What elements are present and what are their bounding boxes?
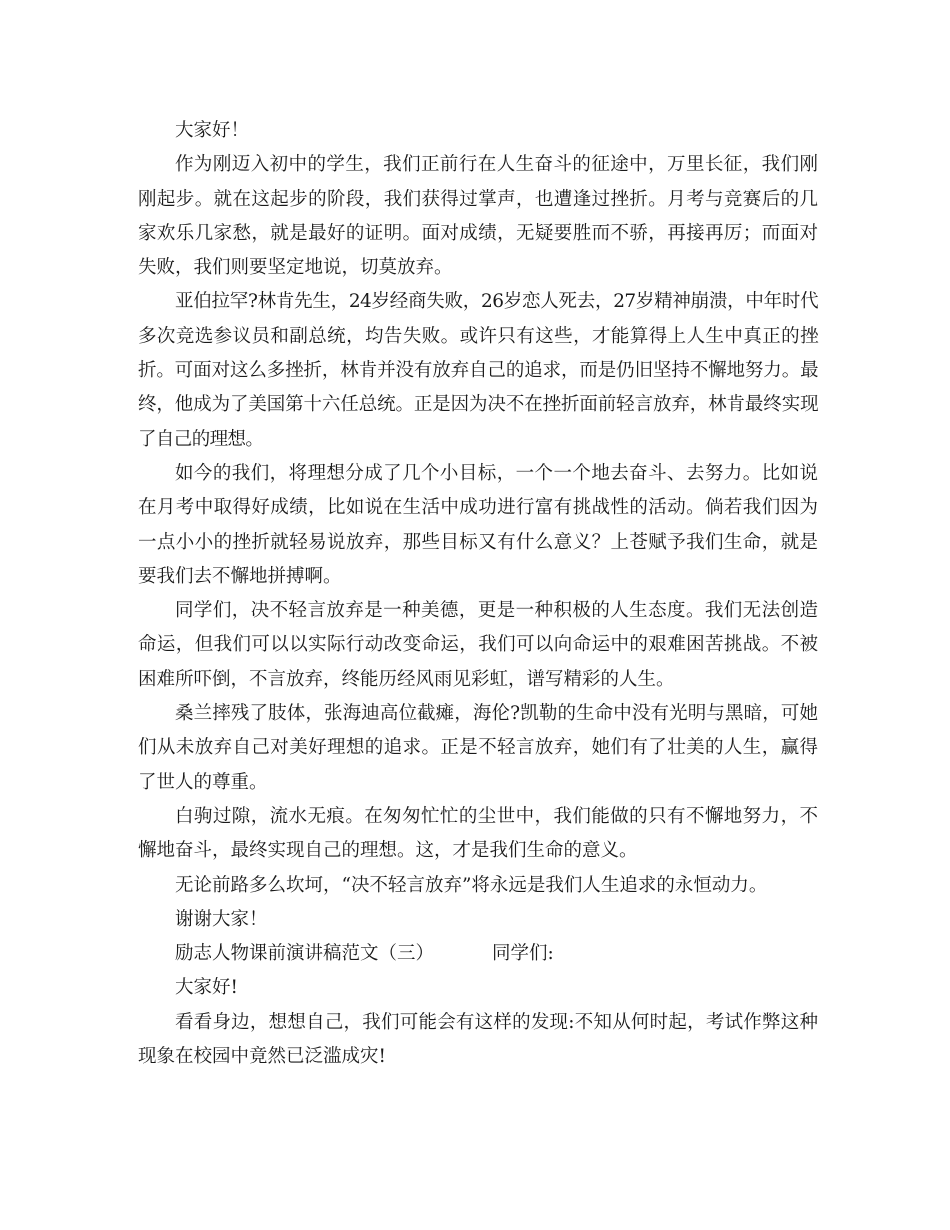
paragraph-7: 无论前路多么坎坷，“决不轻言放弃”将永远是我们人生追求的永恒动力。 [175, 874, 768, 896]
paragraph-6: 白驹过隙，流水无痕。在匆匆忙忙的尘世中，我们能做的只有不懈地努力，不懈地奋斗，最终实现自己的理想。这，才是我们生命的意义。 [138, 805, 818, 862]
paragraph-2: 亚伯拉罕?林肯先生，24岁经商失败，26岁恋人死去，27岁精神崩溃，中年时代多次竞选参议员和副总统，均告失败。或许只有这些，才能算得上人生中真正的挫折。可面对这么多挫折，林肯并没有放弃自己的追求，而是仍旧坚持不懈地努力。最终，他成为了美国第十六任总统。正是因为决不在挫折面前轻言放弃，林肯最终实现了自己的理想。 [138, 291, 818, 450]
salutation: 同学们: [492, 943, 554, 965]
paragraph-1: 作为刚迈入初中的学生，我们正前行在人生奋斗的征途中，万里长征，我们刚刚起步。就在这起步的阶段，我们获得过掌声，也遭逢过挫折。月考与竞赛后的几家欢乐几家愁，就是最好的证明。面对成绩，无疑要胜而不骄，再接再厉；而面对失败，我们则要坚定地说，切莫放弃。 [138, 154, 818, 279]
paragraph-thanks: 谢谢大家！ [175, 908, 268, 930]
paragraph-5: 桑兰摔残了肢体，张海迪高位截瘫，海伦?凯勒的生命中没有光明与黑暗，可她们从未放弃自己对美好理想的追求。正是不轻言放弃，她们有了壮美的人生，赢得了世人的尊重。 [138, 703, 818, 793]
paragraph-3: 如今的我们，将理想分成了几个小目标，一个一个地去奋斗、去努力。比如说在月考中取得好成绩，比如说在生活中成功进行富有挑战性的活动。倘若我们因为一点小小的挫折就轻易说放弃，那些目标又有什么意义？上苍赋予我们生命，就是要我们去不懈地拼搏啊。 [138, 462, 818, 587]
paragraph-greeting-2: 大家好! [175, 977, 238, 999]
document-body [138, 114, 818, 1074]
paragraph-9: 看看身边，想想自己，我们可能会有这样的发现:不知从何时起，考试作弊这种现象在校园中竟然已泛滥成灾! [138, 1011, 818, 1068]
paragraph-greeting: 大家好！ [175, 120, 250, 141]
paragraph-4: 同学们，决不轻言放弃是一种美德，更是一种积极的人生态度。我们无法创造命运，但我们可以以实际行动改变命运，我们可以向命运中的艰难困苦挑战。不被困难所吓倒，不言放弃，终能历经风雨见彩虹，谱写精彩的人生。 [138, 600, 818, 690]
heading-line [138, 937, 818, 971]
section-title: 励志人物课前演讲稿范文（三） [175, 943, 435, 965]
